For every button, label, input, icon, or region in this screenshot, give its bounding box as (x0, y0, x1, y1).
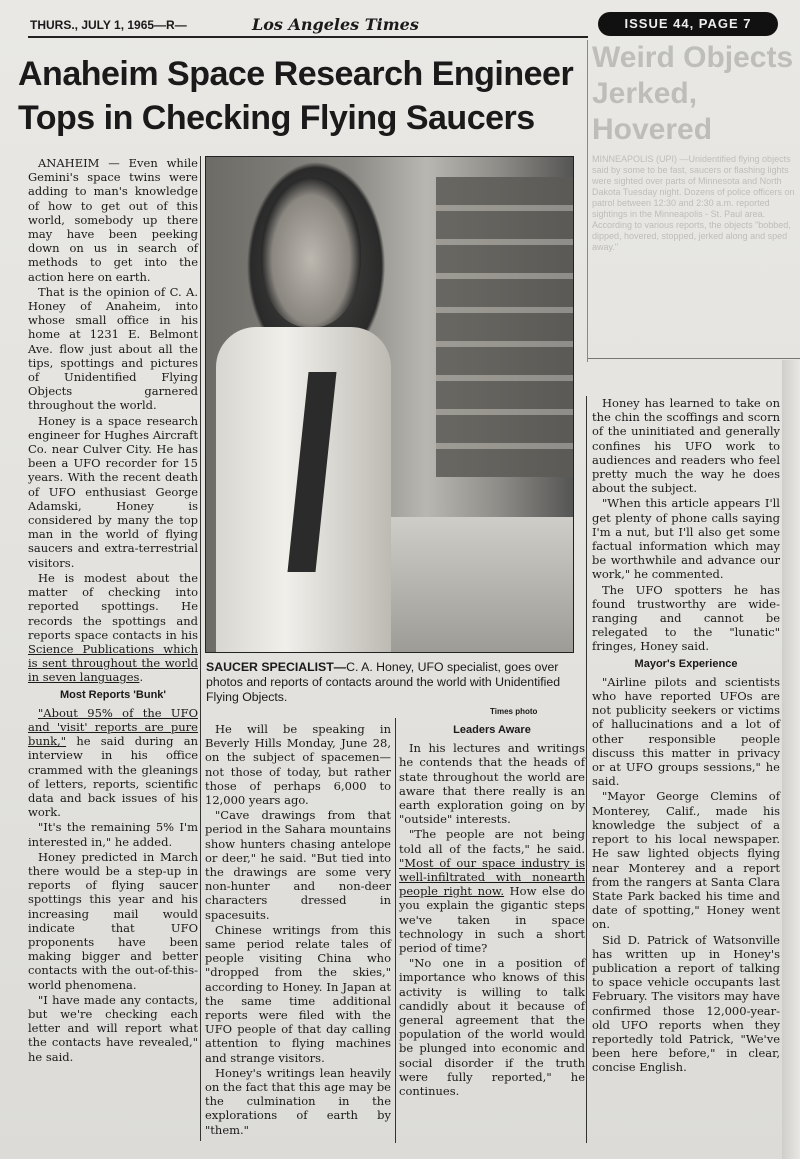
paragraph: Chinese writings from this same period relate tales of people visiting China who "dropped from the skies," according to Honey. In Japan at the same time additional reports were filed with the UFO people of that day calling attention to flying machines and strange visitors. (205, 922, 391, 1065)
column-divider (587, 40, 588, 362)
adjacent-rule (588, 358, 800, 359)
paragraph: "Mayor George Clemins of Monterey, Calif., made his knowledge the subject of a report to his local newspaper. He saw lighted objects flying near Monterey and a report from the rangers at Santa Clara State Park backed his time and date of spotting," Honey went on. (592, 789, 780, 932)
photo-saucer-specialist (205, 156, 574, 653)
underlined-text: "Most of our space industry is well-infiltrated with nonearth people right now. (399, 855, 585, 899)
paragraph: In his lectures and writings he contends that the heads of state throughout the world are aware that there really is an earth exploration going on by "outside" interests. (399, 741, 585, 827)
masthead: Los Angeles Times (252, 15, 419, 34)
adjacent-article (592, 40, 800, 360)
paragraph: "When this article appears I'll get plenty of phone calls saying I'm a nut, but I'll also get some factual information which may be worthwhile and advance our work," he commented. (592, 496, 780, 582)
caption-lead: SAUCER SPECIALIST— (206, 660, 347, 674)
column-divider (395, 718, 396, 1143)
paragraph: The UFO spotters he has found trustworthy are wide-ranging and cannot be relegated to the "lunatic" fringes, Honey said. (592, 582, 780, 654)
column-divider (200, 156, 201, 1141)
paragraph: "I have made any contacts, but we're checking each letter and will report what the contacts have revealed," he said. (28, 992, 198, 1064)
caption-text: C. A. Honey, UFO specialist, goes over photos and reports of contacts around the world with Unidentified Flying Objects. (206, 660, 561, 704)
paragraph: He will be speaking in Beverly Hills Monday, June 28, on the subject of spacemen—not those of today, but rather those of perhaps 6,000 to 12,000 years ago. (205, 722, 391, 808)
photo-credit: Times photo (490, 707, 538, 716)
paragraph: ANAHEIM — Even while Gemini's space twins were adding to man's knowledge of how to get out of this world, somebody up there may have been peeking down on us in search of methods to get into the action here on earth. (28, 156, 198, 284)
subhead-most-reports: Most Reports 'Bunk' (59, 688, 167, 701)
paragraph: Sid D. Patrick of Watsonville has written up in Honey's publication a report of talking to space vehicle occupants last February. The visitors may have confirmed those 12,000-year-old UFO reports when they reportedly told Patrick, "We've been here before," in clear, concise English. (592, 932, 780, 1075)
article-column-4 (592, 396, 780, 1076)
dateline: THURS., JULY 1, 1965—R— (30, 18, 187, 32)
paragraph: Honey has learned to take on the chin the scoffings and scorn of the uninitiated and generally confines his UFO work to audiences and readers who feel pretty much the way he does about the subject. (592, 396, 780, 496)
paragraph: Honey's writings lean heavily on the fact that this age may be the culmination in the explorations of earth by "them." (205, 1065, 391, 1137)
article-column-1 (28, 156, 198, 1065)
headline: Anaheim Space Research Engineer Tops in Checking Flying Saucers (18, 55, 574, 137)
header-rule (28, 36, 588, 38)
underlined-text: Science Publications which is sent throughout the world in seven languages (28, 641, 198, 685)
issue-badge: ISSUE 44, PAGE 7 (598, 12, 778, 36)
article-column-2 (205, 722, 391, 1138)
subhead-mayors-experience: Mayor's Experience (634, 657, 738, 670)
paragraph: "About 95% of the UFO and 'visit' reports are pure bunk," he said during an interview in his office crammed with the gleanings of letters, reports, scientific data and back issues of his work. (28, 705, 198, 820)
paragraph: That is the opinion of C. A. Honey of Anaheim, into whose small office in his home at 1231 E. Belmont Ave. flow just about all the tips, spottings and pictures of Unidentified Flying Objects garnered throughout the world. (28, 284, 198, 413)
paragraph: "The people are not being told all of the facts," he said. "Most of our space industry is well-infiltrated with nonearth people right now. How else do you explain the gigantic steps we've taken in space technology in such a short period of time? (399, 827, 585, 956)
paragraph: He is modest about the matter of checking into reported spottings. He records the spottings and reports space contacts in his Science Publications which is sent throughout the world in seven languages. (28, 570, 198, 685)
paragraph: "Cave drawings from that period in the Sahara mountains show hunters chasing antelope or deer," he said. "But tied into the drawings are some very non-hunter and non-deer characters dressed in spacesuits. (205, 808, 391, 922)
adjacent-body: MINNEAPOLIS (UPI) —Unidentified flying objects said by some to be fast, saucers or flashing lights were sighted over parts of Minnesota and North Dakota Tuesday night. Dozens of police officers on patrol between 12:30 and 2:30 a.m. reported sightings in the Minneapolis - St. Paul area. According to various reports, the objects "bobbed, dipped, hovered, stopped, jerked along and sped away." (592, 154, 795, 252)
underlined-text: "About 95% of the UFO and 'visit' reports are pure bunk," (28, 705, 198, 749)
page-edge (782, 360, 800, 1159)
paragraph: "No one in a position of importance who knows of this activity is willing to talk candidly about it because of general agreement that the population of the world would be plunged into economic and social disorder if the truth were fully reported," he continues. (399, 956, 585, 1099)
paragraph: Honey is a space research engineer for Hughes Aircraft Co. near Culver City. He has been a UFO recorder for 15 years. With the recent death of UFO enthusiast George Adamski, Honey is considered by many the top man in the world of flying saucers and extra-terrestrial visitors. (28, 413, 198, 570)
paragraph: "Airline pilots and scientists who have reported UFOs are not publicity seekers or victims of hallucinations and a lot of other responsible people discuss this matter in privacy or at UFO groups sessions," he said. (592, 674, 780, 789)
article-column-3 (399, 720, 585, 1099)
paragraph: "It's the remaining 5% I'm interested in," he added. (28, 820, 198, 849)
paragraph: Honey predicted in March there would be a step-up in reports of flying saucer spottings this year and his increasing mail would indicate that UFO proponents have been making bigger and better contacts with the out-of-this-world phenomena. (28, 849, 198, 992)
photo-caption (206, 660, 572, 705)
subhead-leaders-aware: Leaders Aware (453, 724, 531, 736)
column-divider (586, 396, 587, 1143)
adjacent-headline: Weird Objects Jerked, Hovered (592, 41, 794, 146)
